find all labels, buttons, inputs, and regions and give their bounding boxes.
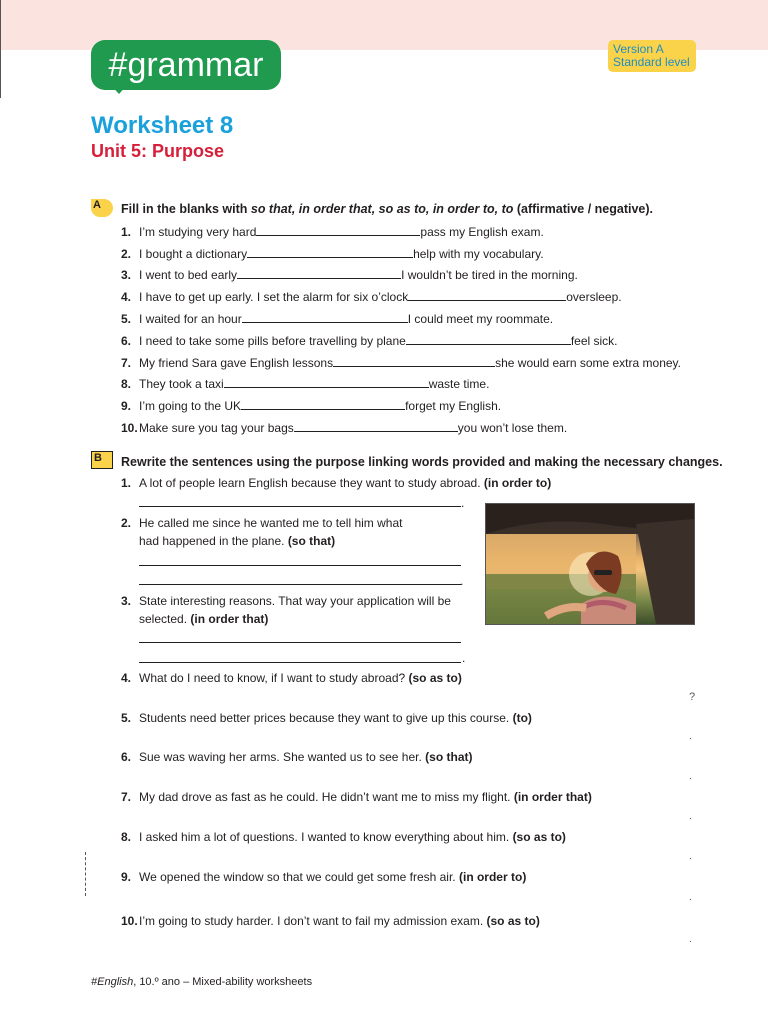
linker-hint: (to): [512, 711, 532, 725]
exercise-a-item: [121, 311, 553, 326]
dashed-margin-mark: [85, 852, 87, 896]
item-number: 8.: [121, 377, 132, 391]
item-text: pass my English exam.: [420, 225, 544, 239]
end-period: .: [689, 892, 692, 903]
item-number: 1.: [121, 476, 132, 490]
item-text: I’m going to the UK: [139, 399, 242, 413]
end-period: .: [689, 771, 692, 782]
item-number: 4.: [121, 671, 132, 685]
exercise-a-item: [121, 267, 578, 282]
end-period: .: [461, 496, 465, 510]
linker-hint: (so that): [287, 534, 336, 548]
item-text: I waited for an hour: [139, 312, 242, 326]
instruction-prefix: Fill in the blanks with: [121, 202, 251, 216]
margin-rule: [0, 0, 1, 98]
exercise-b-item: [121, 594, 451, 608]
end-period: .: [462, 651, 466, 665]
exercise-a-item: [121, 355, 681, 370]
item-text: forget my English.: [405, 399, 502, 413]
exercise-b-item-cont: [139, 612, 268, 626]
linker-hint: (so as to): [512, 830, 566, 844]
item-text: I’m going to study harder. I don’t want to fail my admission exam.: [139, 914, 484, 928]
instruction-suffix: (affirmative / negative).: [513, 202, 654, 216]
item-number: 6.: [121, 750, 132, 764]
end-period: .: [689, 851, 692, 862]
exercise-b-item: [121, 830, 566, 844]
linker-hint: (in order to): [458, 870, 527, 884]
exercise-a-item: [121, 420, 567, 435]
exercise-b-item: [121, 516, 402, 530]
item-text: waste time.: [428, 377, 490, 391]
item-text: I need to take some pills before travelling by plane: [139, 334, 406, 348]
item-text: had happened in the plane.: [139, 534, 285, 548]
answer-line[interactable]: [139, 565, 461, 566]
item-text: I asked him a lot of questions. I wanted to know everything about him.: [139, 830, 510, 844]
item-text: A lot of people learn English because they want to study abroad.: [139, 476, 481, 490]
fill-blank[interactable]: [241, 398, 405, 410]
item-number: 5.: [121, 312, 132, 326]
item-text: I wouldn’t be tired in the morning.: [401, 268, 578, 282]
question-mark: ?: [689, 691, 696, 703]
item-text: feel sick.: [570, 334, 618, 348]
page-title: Worksheet 8: [91, 112, 234, 139]
item-text: We opened the window so that we could get some fresh air.: [139, 870, 456, 884]
item-number: 10.: [121, 421, 138, 435]
exercise-b-item: [121, 476, 551, 490]
item-text: They took a taxi: [139, 377, 224, 391]
item-text: Sue was waving her arms. She wanted us to see her.: [139, 750, 422, 764]
section-a-badge: A: [91, 199, 113, 217]
section-b-instruction: Rewrite the sentences using the purpose linking words provided and making the necessary changes.: [121, 455, 723, 469]
version-label: Version A: [613, 42, 664, 56]
item-text: I’m studying very hard: [139, 225, 257, 239]
page-subtitle: Unit 5: Purpose: [91, 141, 225, 161]
end-period: .: [689, 731, 692, 742]
item-text: He called me since he wanted me to tell him what: [139, 516, 403, 530]
item-number: 7.: [121, 356, 132, 370]
exercise-a-item: [121, 224, 544, 239]
footer-title: #English: [91, 976, 134, 988]
fill-blank[interactable]: [242, 311, 408, 323]
item-text: oversleep.: [566, 290, 622, 304]
linker-hint: (so that): [425, 750, 473, 764]
section-a-instruction: [121, 202, 653, 216]
exercise-a-item: [121, 246, 544, 261]
level-label: Standard level: [613, 55, 690, 69]
logo-speech-tail: [110, 84, 128, 94]
item-text: I could meet my roommate.: [407, 312, 554, 326]
item-number: 3.: [121, 268, 132, 282]
exercise-b-item: [121, 790, 592, 804]
item-text: My dad drove as fast as he could. He didn’t want me to miss my flight.: [139, 790, 511, 804]
item-text: I have to get up early. I set the alarm for six o’clock: [139, 290, 409, 304]
end-period: .: [460, 574, 464, 588]
fill-blank[interactable]: [224, 376, 429, 388]
exercise-b-item: [121, 711, 532, 725]
exercise-b-item: [121, 914, 540, 928]
item-number: 6.: [121, 334, 132, 348]
item-text: help with my vocabulary.: [413, 247, 544, 261]
item-number: 2.: [121, 516, 132, 530]
end-period: .: [689, 934, 692, 945]
fill-blank[interactable]: [237, 267, 401, 279]
exercise-a-item: [121, 398, 501, 413]
exercise-b-item-cont: [139, 534, 335, 548]
item-text: you won’t lose them.: [457, 421, 568, 435]
version-badge: [608, 40, 696, 72]
exercise-b-item: [121, 671, 462, 685]
linker-hint: (so as to): [486, 914, 540, 928]
item-number: 4.: [121, 290, 132, 304]
item-text: State interesting reasons. That way your application will be: [139, 594, 451, 608]
item-number: 10.: [121, 914, 138, 928]
item-number: 3.: [121, 594, 132, 608]
fill-blank[interactable]: [408, 289, 566, 301]
item-text: she would earn some extra money.: [495, 356, 681, 370]
exercise-a-item: [121, 333, 618, 348]
item-text: selected.: [139, 612, 188, 626]
item-text: Students need better prices because they want to give up this course.: [139, 711, 510, 725]
answer-line[interactable]: [139, 584, 461, 585]
exercise-b-item: [121, 870, 526, 884]
exercise-a-item: [121, 289, 622, 304]
car-window-photo: [485, 503, 695, 625]
fill-blank[interactable]: [247, 246, 413, 258]
item-number: 5.: [121, 711, 132, 725]
end-period: .: [689, 811, 692, 822]
item-number: 9.: [121, 870, 132, 884]
fill-blank[interactable]: [256, 224, 420, 236]
item-text: My friend Sara gave English lessons: [139, 356, 334, 370]
page-footer: [91, 976, 312, 988]
item-number: 2.: [121, 247, 132, 261]
linker-hint: (so as to): [408, 671, 462, 685]
fill-blank[interactable]: [294, 420, 458, 432]
item-text: Make sure you tag your bags: [139, 421, 294, 435]
item-number: 7.: [121, 790, 132, 804]
item-number: 1.: [121, 225, 132, 239]
linker-hint: (in order to): [483, 476, 552, 490]
exercise-a-item: [121, 376, 489, 391]
section-b-badge: B: [91, 451, 113, 469]
linker-hint: (in order that): [190, 612, 269, 626]
linker-hint: (in order that): [513, 790, 592, 804]
item-text: I went to bed early: [139, 268, 238, 282]
answer-line[interactable]: [139, 642, 461, 643]
exercise-b-item: [121, 750, 473, 764]
photo-illustration: [486, 504, 694, 624]
answer-line[interactable]: [139, 506, 461, 507]
footer-text: , 10.º ano – Mixed-ability worksheets: [133, 976, 313, 988]
fill-blank[interactable]: [406, 333, 571, 345]
logo-text: #grammar: [108, 46, 264, 84]
instruction-linkers: so that, in order that, so as to, in order to, to: [250, 202, 514, 216]
item-text: I bought a dictionary: [139, 247, 248, 261]
item-text: What do I need to know, if I want to study abroad?: [139, 671, 406, 685]
item-number: 9.: [121, 399, 132, 413]
item-number: 8.: [121, 830, 132, 844]
grammar-logo: [91, 40, 281, 90]
answer-line[interactable]: [139, 662, 461, 663]
fill-blank[interactable]: [333, 355, 495, 367]
